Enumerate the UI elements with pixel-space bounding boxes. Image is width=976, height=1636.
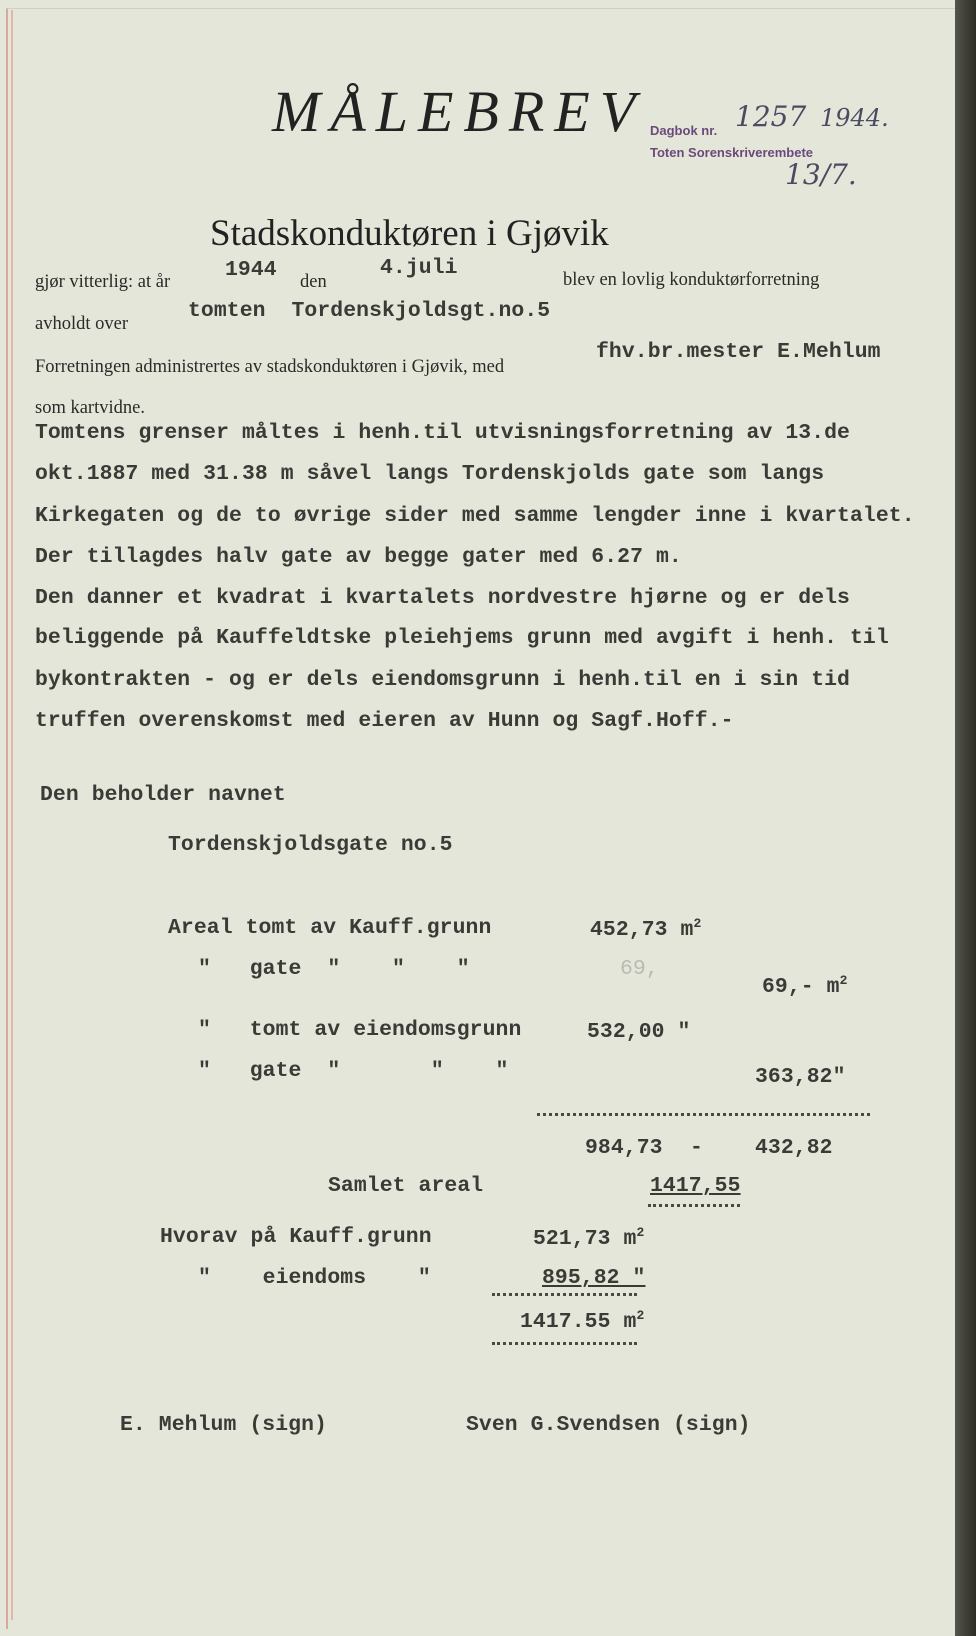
split1-label: Hvorav på Kauff.grunn <box>160 1225 432 1249</box>
date-note: 13/7. <box>785 158 857 191</box>
subtitle: Stadskonduktøren i Gjøvik <box>210 213 609 254</box>
area-row3-label: " tomt av eiendomsgrunn <box>198 1018 522 1042</box>
form-witness: fhv.br.mester E.Mehlum <box>596 340 881 364</box>
subtotal-dash: - <box>690 1136 703 1160</box>
subtotal-2: 432,82 <box>755 1136 833 1160</box>
area-row3-value: 532,00 " <box>587 1020 691 1044</box>
total-label: Samlet areal <box>328 1174 484 1198</box>
paragraph-line: okt.1887 med 31.38 m såvel langs Tordenskjolds gate som langs <box>35 462 825 486</box>
stamp-dagbok-label: Dagbok nr. <box>650 123 718 138</box>
paragraph-line: beliggende på Kauffeldtske pleiehjems grunn med avgift i henh. til <box>35 626 889 650</box>
split-rule <box>492 1293 637 1296</box>
area-row2-label: " gate " " " <box>198 957 470 981</box>
paragraph-line: truffen overenskomst med eieren av Hunn og Sagf.Hoff.- <box>35 709 734 733</box>
total-value: 1417,55 <box>650 1174 741 1198</box>
form-line1-label: gjør vitterlig: at år <box>35 272 171 292</box>
area-row4-label: " gate " " " <box>198 1059 509 1083</box>
split2-label: " eiendoms " <box>198 1266 431 1290</box>
form-object: tomten Tordenskjoldsgt.no.5 <box>188 299 551 323</box>
name-intro: Den beholder navnet <box>40 783 286 807</box>
property-name: Tordenskjoldsgate no.5 <box>168 833 453 857</box>
split1-value: 521,73 $m^2$ <box>533 1225 645 1252</box>
total-double-rule <box>648 1204 740 1207</box>
dagbok-number: 1257 <box>735 100 807 133</box>
stamp-office: Toten Sorenskriverembete <box>650 145 814 160</box>
form-line2-label: avholdt over <box>35 314 128 334</box>
dagbok-year: 1944. <box>820 104 889 132</box>
paragraph-line: Tomtens grenser måltes i henh.til utvisningsforretning av 13.de <box>35 421 850 445</box>
paragraph-line: Kirkegaten og de to øvrige sider med samme lengder inne i kvartalet. <box>35 504 915 528</box>
subtotal-1: 984,73 <box>585 1136 663 1160</box>
form-date: 4.juli <box>380 256 458 280</box>
split2-value: 895,82 " <box>542 1266 646 1290</box>
document-title: MÅLEBREV <box>272 79 646 144</box>
sum-rule <box>537 1113 870 1116</box>
form-den-label: den <box>300 272 327 292</box>
form-line3-label: Forretningen administrertes av stadskonduktøren i Gjøvik, med <box>35 357 505 377</box>
area-row1-label: Areal tomt av Kauff.grunn <box>168 916 492 940</box>
paragraph-line: Der tillagdes halv gate av begge gater med 6.27 m. <box>35 545 682 569</box>
form-year: 1944 <box>225 258 277 282</box>
form-line4-label: som kartvidne. <box>35 398 145 418</box>
area-row4-value: 363,82" <box>755 1065 846 1089</box>
margin-line <box>11 10 13 1620</box>
paragraph-line: Den danner et kvadrat i kvartalets nordvestre hjørne og er dels <box>35 586 850 610</box>
form-line1-end: blev en lovlig konduktørforretning <box>563 270 820 290</box>
signature-right: Sven G.Svendsen (sign) <box>466 1413 751 1437</box>
signature-left: E. Mehlum (sign) <box>120 1413 327 1437</box>
final-rule <box>492 1342 637 1345</box>
scan-edge <box>955 0 976 1636</box>
final-value: 1417.55 $m^2$ <box>520 1308 645 1335</box>
paragraph-line: bykontrakten - og er dels eiendomsgrunn i henh.til en i sin tid <box>35 668 850 692</box>
area-row2-value: 69,- $m^2$ <box>762 973 848 1000</box>
area-row1-value: 452,73 $m^2$ <box>590 916 702 943</box>
area-row2-pencil: 69, <box>620 957 659 981</box>
